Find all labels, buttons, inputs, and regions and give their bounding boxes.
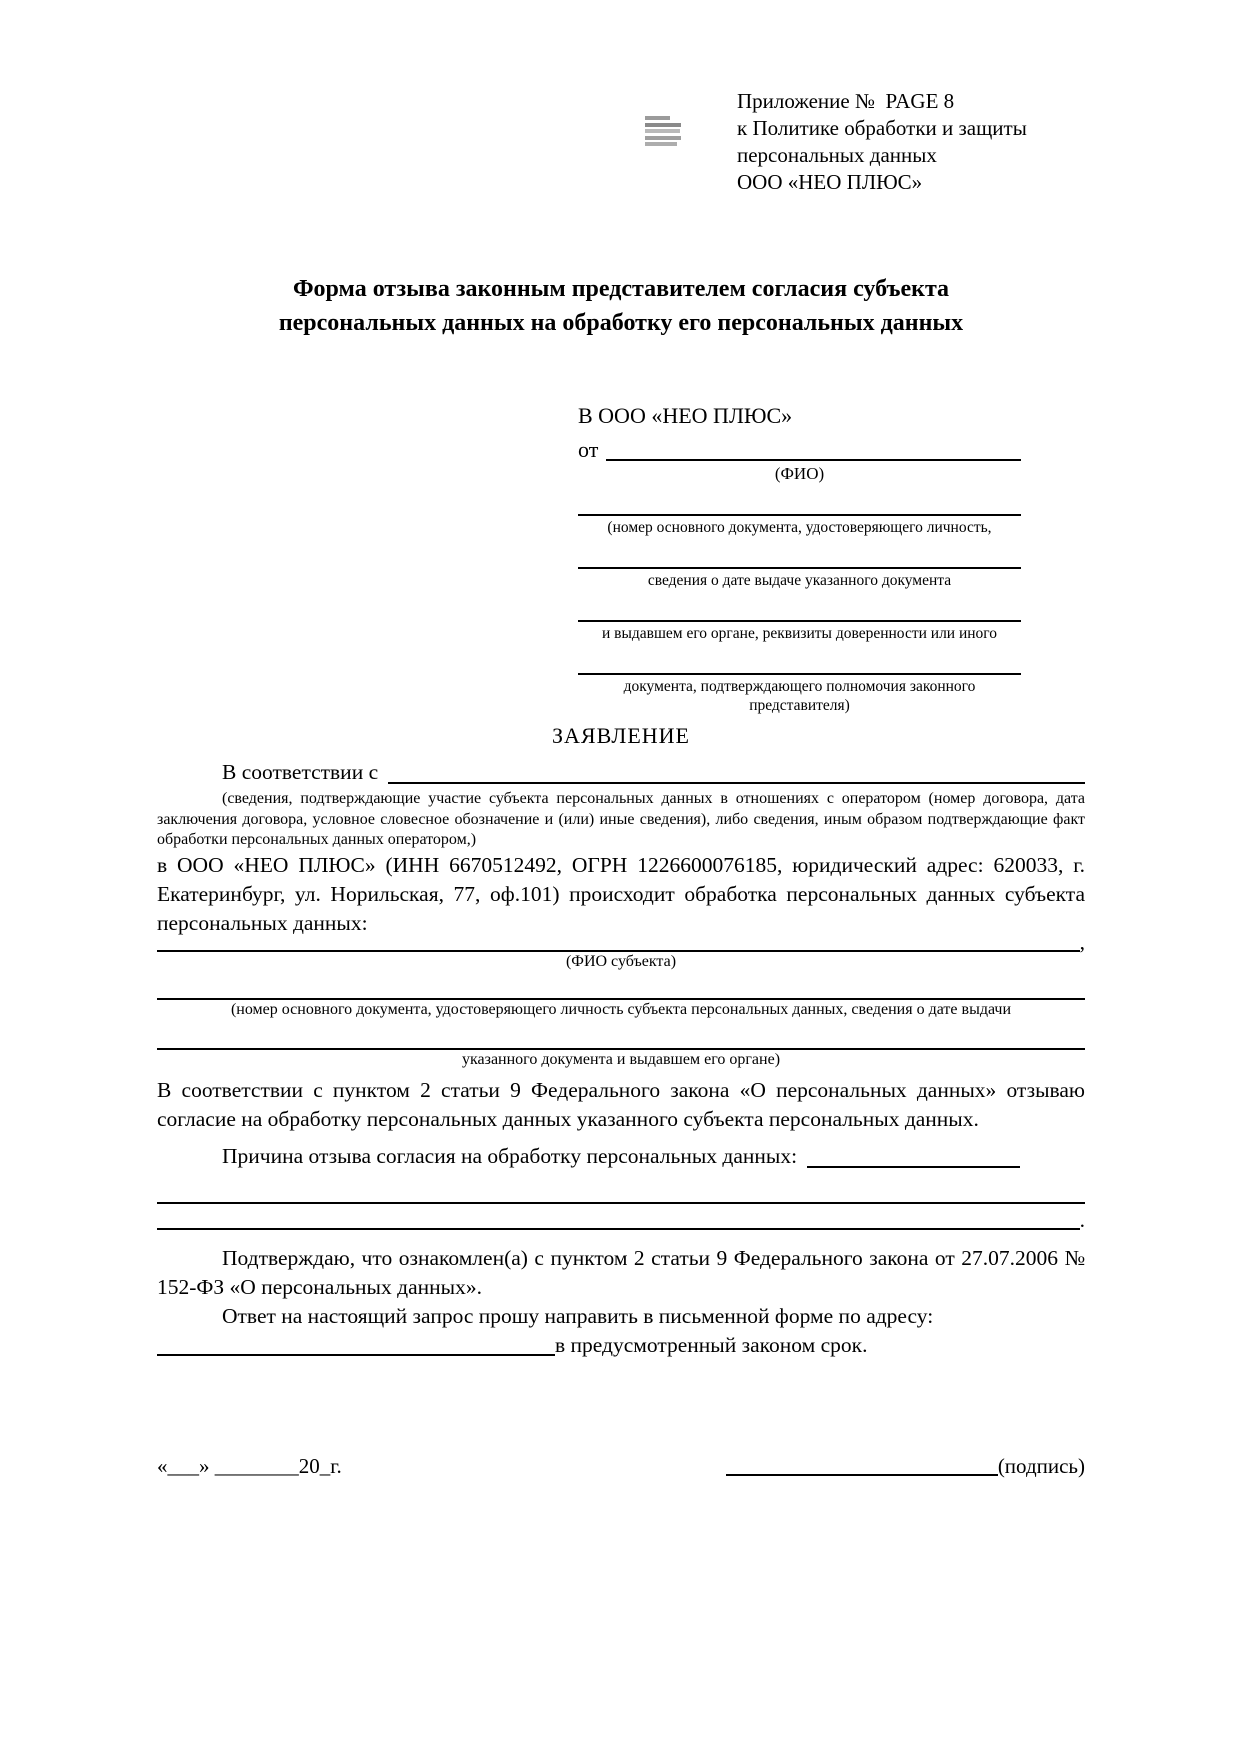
- reply-paragraph: Ответ на настоящий запрос прошу направить в письменной форме по адресу:: [222, 1303, 934, 1328]
- header-line: к Политике обработки и защиты: [737, 116, 1027, 140]
- blank-field-line: [578, 643, 1021, 675]
- blank-field-line: [578, 484, 1021, 516]
- addressee-org: В ООО «НЕО ПЛЮС»: [578, 403, 793, 428]
- blank-field-line: [807, 1142, 1020, 1168]
- intro-prefix: В соответствии с: [222, 760, 379, 784]
- embedded-object-text-lines-icon: [645, 116, 681, 146]
- reason-blank-line: [157, 1204, 1085, 1230]
- field-caption: документа, подтверждающего полномочия законного представителя): [623, 678, 976, 714]
- blank-field-line: [157, 1331, 555, 1356]
- field-caption: и выдавшем его органе, реквизиты доверенности или иного: [601, 625, 998, 642]
- blank-field-line: [578, 537, 1021, 569]
- icon-line: [645, 136, 681, 140]
- subject-fio-line: [157, 929, 1085, 954]
- icon-line: [645, 142, 677, 146]
- addressee-field: [578, 643, 1021, 715]
- form-title: [157, 272, 1085, 340]
- operator-paragraph: в ООО «НЕО ПЛЮС» (ИНН 6670512492, ОГРН 1226600076185, юридический адрес: 620033, г. Екатеринбург, ул. Норильская, 77, оф.101) происходит обработка персональных данных субъекта персональных данных:: [157, 852, 1085, 935]
- date-line: «___» ________20_г.: [157, 1454, 342, 1478]
- addressee-block: [578, 402, 1021, 715]
- line-suffix: ,: [1079, 929, 1085, 954]
- header-line: персональных данных: [737, 143, 937, 167]
- statement-heading: ЗАЯВЛЕНИЕ: [552, 723, 690, 748]
- from-label: от: [578, 437, 599, 462]
- subject-doc-caption: указанного документа и выдавшем его органе): [461, 1050, 781, 1068]
- from-row: [578, 436, 1021, 464]
- blank-field-line: [157, 938, 1080, 952]
- signature-block: [726, 1452, 1085, 1480]
- withdrawal-paragraph: В соответствии с пунктом 2 статьи 9 Федерального закона «О персональных данных» отзываю согласие на обработку персональных данных указанного субъекта персональных данных.: [157, 1077, 1085, 1131]
- date-signature-row: [157, 1452, 1085, 1480]
- addressee-field: [578, 484, 1021, 537]
- appendix-header: [737, 88, 1027, 196]
- signature-line: [726, 1452, 998, 1476]
- signature-caption: (подпись): [997, 1454, 1085, 1478]
- icon-line: [645, 129, 680, 133]
- blank-field-line: [157, 1171, 1085, 1204]
- blank-field-line: [388, 758, 1085, 784]
- blank-field-line: [606, 436, 1021, 461]
- form-title-line: Форма отзыва законным представителем согласия субъекта: [292, 276, 950, 302]
- subject-doc-caption: (номер основного документа, удостоверяющего личность субъекта персональных данных, сведения о дате выдачи: [230, 1000, 1012, 1018]
- blank-field-line: [157, 1020, 1085, 1050]
- blank-field-line: [157, 972, 1085, 1000]
- field-caption: сведения о дате выдаче указанного документа: [647, 572, 952, 589]
- reason-row: [157, 1142, 1020, 1171]
- statement-body: [157, 722, 1085, 1360]
- form-title-line: персональных данных на обработку его персональных данных: [278, 310, 964, 336]
- field-caption: (номер основного документа, удостоверяющего личность,: [607, 519, 992, 536]
- reason-label: Причина отзыва согласия на обработку персональных данных:: [222, 1143, 798, 1168]
- header-line: Приложение № PAGE 8: [737, 89, 955, 113]
- blank-field-line: [578, 590, 1021, 622]
- subject-fio-caption: (ФИО субъекта): [565, 952, 677, 970]
- confirm-paragraph: Подтверждаю, что ознакомлен(а) с пунктом 2 статьи 9 Федерального закона от 27.07.2006 № 152-ФЗ «О персональных данных».: [157, 1245, 1085, 1299]
- addressee-field: [578, 590, 1021, 643]
- header-line: ООО «НЕО ПЛЮС»: [737, 170, 923, 194]
- fio-caption: (ФИО): [774, 464, 825, 483]
- addressee-field: [578, 537, 1021, 590]
- icon-line: [645, 123, 681, 127]
- blank-field-line: [157, 1204, 1080, 1230]
- line-suffix: .: [1079, 1207, 1085, 1232]
- reply-suffix: в предусмотренный законом срок.: [555, 1332, 868, 1357]
- intro-row: [157, 758, 1085, 787]
- intro-footnote: (сведения, подтверждающие участие субъекта персональных данных в отношениях с оператором (номер договора, дата заключения договора, условное словесное обозначение и (или) иные сведения), либо сведения, иным образом подтверждающие факт обработки персональных данных оператором,): [157, 790, 1085, 848]
- reply-address-row: [157, 1331, 1085, 1360]
- icon-line: [645, 116, 670, 120]
